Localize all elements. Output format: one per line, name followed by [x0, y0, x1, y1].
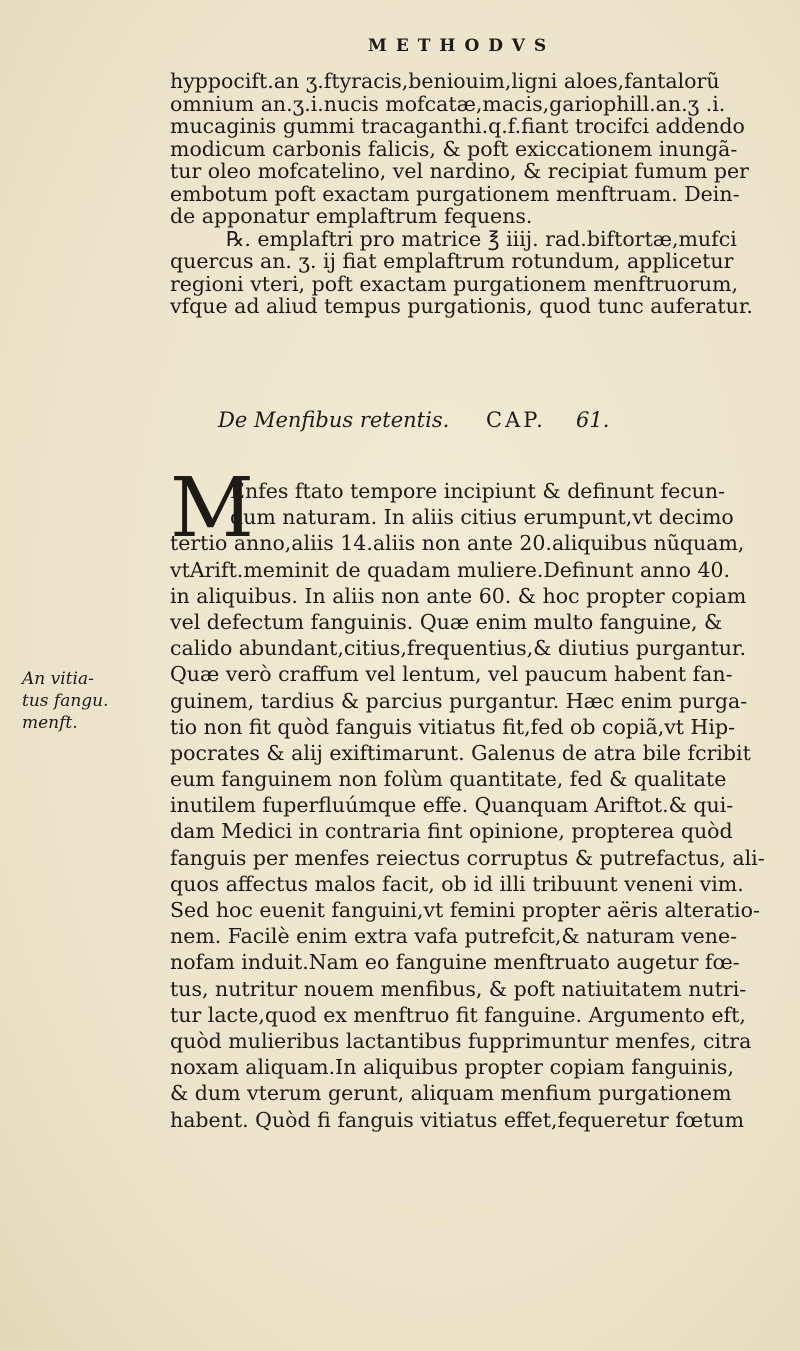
- text-line: pocrates & alij exiftimarunt. Galenus de atra bile fcribit: [170, 740, 751, 765]
- chapter-body: [170, 461, 790, 1133]
- text-line: mucaginis gummi tracaganthi.q.f.fiant trocifci addendo: [170, 114, 745, 138]
- text-line: quercus an. ʒ. ij fiat emplaftrum rotundum, applicetur: [170, 249, 734, 273]
- recipe-paragraph: [170, 70, 790, 318]
- running-head: METHODVS: [368, 36, 556, 56]
- margin-note-line: tus fangu.: [22, 691, 109, 711]
- text-line: calido abundant,citius,frequentius,& diutius purgantur.: [170, 636, 746, 661]
- text-line: omnium an.ʒ.i.nucis mofcatæ,macis,gariophill.an.ʒ .i.: [170, 91, 726, 116]
- text-line: embotum poft exactam purgationem menftruam. Dein-: [170, 181, 740, 206]
- text-line: & dum vterum gerunt, aliquam menfium purgationem: [170, 1081, 732, 1106]
- text-line: quos affectus malos facit, ob id illi tribuunt veneni vim.: [170, 871, 744, 896]
- text-line: tertio anno,aliis 14.aliis non ante 20.aliquibus nũquam,: [170, 531, 745, 556]
- margin-note-line: An vitia-: [22, 669, 94, 689]
- text-line: noxam aliquam.In aliquibus propter copiam fanguinis,: [170, 1055, 734, 1080]
- text-line: modicum carbonis falicis, & poft exiccationem inungã-: [170, 136, 738, 161]
- chapter-cap-label: CAP.: [486, 408, 546, 432]
- text-line: de apponatur emplaftrum fequens.: [170, 204, 533, 228]
- text-line: Sed hoc euenit fanguini,vt femini propter aëris alteratio-: [170, 898, 760, 922]
- text-line: tur lacte,quod ex menftruo fit fanguine. Argumento eft,: [170, 1002, 746, 1027]
- text-line: hyppocift.an ʒ.ftyracis,beniouim,ligni aloes,fantalorũ: [170, 69, 720, 93]
- chapter-heading: [218, 408, 738, 432]
- text-line: tur oleo mofcatelino, vel nardino, & recipiat fumum per: [170, 159, 749, 183]
- margin-note: [22, 668, 162, 734]
- text-line: habent. Quòd fi fanguis vitiatus effet,fequeretur fœtum: [170, 1107, 745, 1132]
- margin-note-line: menft.: [22, 713, 78, 733]
- text-line: Quæ verò craffum vel lentum, vel paucum habent fan-: [170, 662, 733, 687]
- text-line: vtArift.meminit de quadam muliere.Definunt anno 40.: [170, 557, 731, 582]
- text-line: dum naturam. In aliis citius erumpunt,vt decimo: [230, 505, 734, 530]
- text-line: vfque ad aliud tempus purgationis, quod tunc auferatur.: [170, 294, 753, 318]
- text-line: tus, nutritur nouem menfibus, & poft natiuitatem nutri-: [170, 976, 747, 1001]
- text-line: in aliquibus. In aliis non ante 60. & hoc propter copiam: [170, 583, 747, 608]
- text-line: quòd mulieribus lactantibus fupprimuntur menfes, citra: [170, 1028, 752, 1053]
- prescription-line: ℞. emplaftri pro matrice ℥ iiij. rad.biftortæ,mufci: [226, 226, 737, 251]
- drop-cap: M: [170, 461, 254, 556]
- text-line: regioni vteri, poft exactam purgationem menftruorum,: [170, 271, 738, 296]
- text-line: guinem, tardius & parcius purgantur. Hæc enim purga-: [170, 688, 748, 713]
- text-line: vel defectum fanguinis. Quæ enim multo fanguine, &: [170, 609, 723, 634]
- text-line: dam Medici in contraria fint opinione, propterea quòd: [170, 819, 733, 844]
- text-line: tio non fit quòd fanguis vitiatus fit,fed ob copiã,vt Hip-: [170, 714, 736, 739]
- chapter-number: 61.: [576, 408, 610, 432]
- text-line: eum fanguinem non folùm quantitate, fed & qualitate: [170, 767, 727, 792]
- text-line: nem. Facilè enim extra vafa putrefcit,& naturam vene-: [170, 924, 738, 949]
- chapter-title: De Menfibus retentis.: [218, 408, 450, 432]
- text-line: fanguis per menfes reiectus corruptus & putrefactus, ali-: [170, 845, 765, 870]
- text-line: Enfes ftato tempore incipiunt & definunt fecun-: [230, 479, 726, 503]
- text-line: inutilem fuperfluúmque effe. Quanquam Ariftot.& qui-: [170, 793, 734, 818]
- text-line: nofam induit.Nam eo fanguine menftruato augetur fœ-: [170, 950, 740, 975]
